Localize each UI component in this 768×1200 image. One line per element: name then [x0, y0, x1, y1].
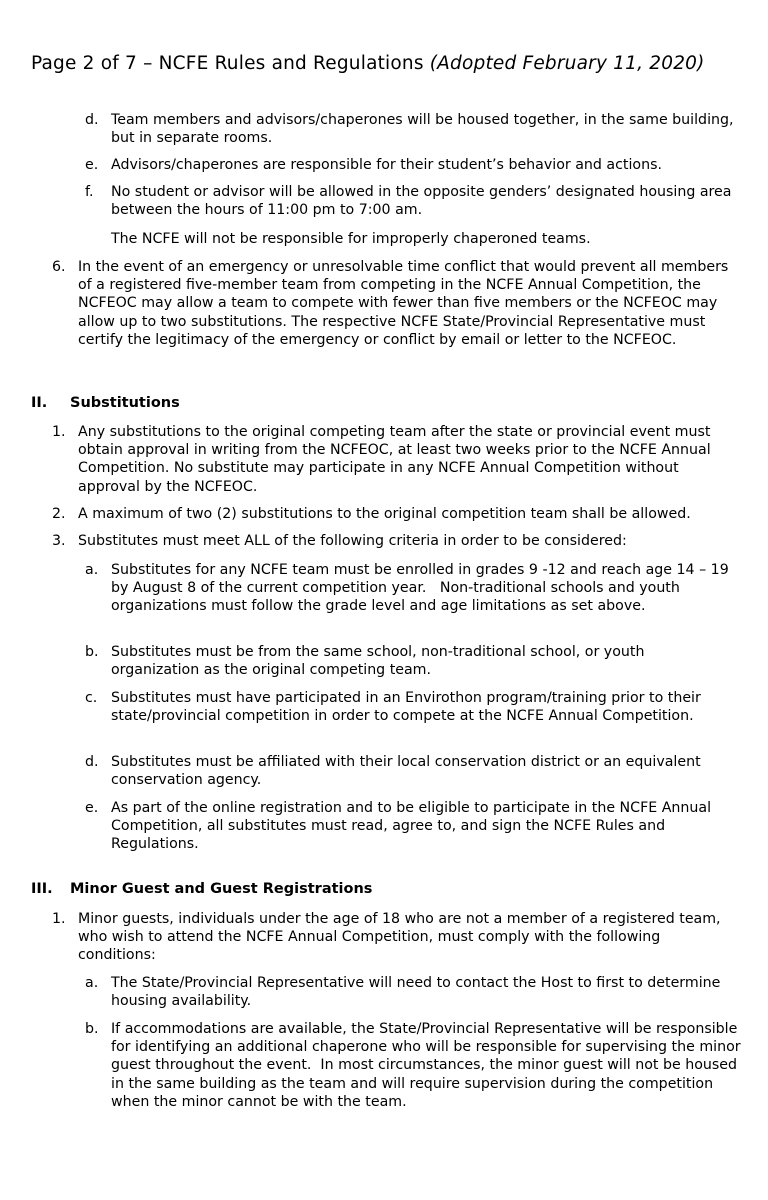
item-text: Substitutes must be affiliated with their local conservation district or an equivalent conservation agency. [111, 754, 701, 789]
section-number: II. [31, 395, 48, 411]
item-marker: 2. [52, 506, 66, 522]
item-marker: 3. [52, 533, 66, 549]
item-marker: 6. [52, 259, 66, 275]
item-text: No student or advisor will be allowed in the opposite genders’ designated housing area between the hours of 11:00 pm to 7:00 am. [111, 184, 732, 219]
item-text: Team members and advisors/chaperones will be housed together, in the same building, but in separate rooms. [111, 112, 734, 147]
section-number: III. [31, 881, 53, 897]
item-text: In the event of an emergency or unresolvable time conflict that would prevent all members of a registered five-member team from competing in the NCFE Annual Competition, the NCFEOC may allow a team to compete with fewer than five members or the NCFEOC may allow up to two substitutions. The respective NCFE State/Provincial Representative must certify the legitimacy of the emergency or conflict by email or letter to the NCFEOC. [78, 259, 729, 348]
section-title: Minor Guest and Guest Registrations [70, 881, 373, 897]
item-text: Any substitutions to the original competing team after the state or provincial event must obtain approval in writing from the NCFEOC, at least two weeks prior to the NCFE Annual Competition. No substitute may participate in any NCFE Annual Competition without approval by the NCFEOC. [78, 424, 711, 495]
item-marker: c. [85, 690, 98, 706]
chaperone-note: The NCFE will not be responsible for improperly chaperoned teams. [111, 231, 591, 247]
item-text: Minor guests, individuals under the age of 18 who are not a member of a registered team, who wish to attend the NCFE Annual Competition, must comply with the following conditions: [78, 911, 721, 964]
item-text: Substitutes must have participated in an Envirothon program/training prior to their state/provincial competition in order to compete at the NCFE Annual Competition. [111, 690, 701, 725]
item-text: Substitutes for any NCFE team must be enrolled in grades 9 -12 and reach age 14 – 19 by August 8 of the current competition year. Non-traditional schools and youth organizations must follow the grade level and age limitations as set above. [111, 562, 729, 615]
item-text: Advisors/chaperones are responsible for their student’s behavior and actions. [111, 157, 662, 173]
item-marker: e. [85, 157, 99, 173]
item-marker: e. [85, 800, 99, 816]
item-marker: d. [85, 754, 99, 770]
item-text: If accommodations are available, the State/Provincial Representative will be responsible for identifying an additional chaperone who will be responsible for supervising the minor guest throughout the event. In most circumstances, the minor guest will not be housed in the same building as the team and will require supervision during the competition when the minor cannot be with the team. [111, 1021, 741, 1110]
page-header [31, 53, 751, 74]
page-label: Page 2 of 7 – NCFE Rules and Regulations [31, 53, 430, 74]
item-marker: a. [85, 975, 99, 991]
item-text: Substitutes must be from the same school, non-traditional school, or youth organization as the original competing team. [111, 644, 645, 679]
item-text: Substitutes must meet ALL of the following criteria in order to be considered: [78, 533, 627, 549]
item-marker: f. [85, 184, 94, 200]
section-title: Substitutions [70, 395, 180, 411]
item-marker: b. [85, 1021, 99, 1037]
adopted-date: (Adopted February 11, 2020) [429, 53, 705, 74]
item-marker: d. [85, 112, 99, 128]
item-text: As part of the online registration and to be eligible to participate in the NCFE Annual Competition, all substitutes must read, agree to, and sign the NCFE Rules and Regulations. [111, 800, 712, 853]
item-marker: b. [85, 644, 99, 660]
item-text: A maximum of two (2) substitutions to the original competition team shall be allowed. [78, 506, 691, 522]
item-marker: 1. [52, 911, 66, 927]
item-marker: 1. [52, 424, 66, 440]
item-marker: a. [85, 562, 99, 578]
item-text: The State/Provincial Representative will need to contact the Host to first to determine housing availability. [111, 975, 721, 1010]
